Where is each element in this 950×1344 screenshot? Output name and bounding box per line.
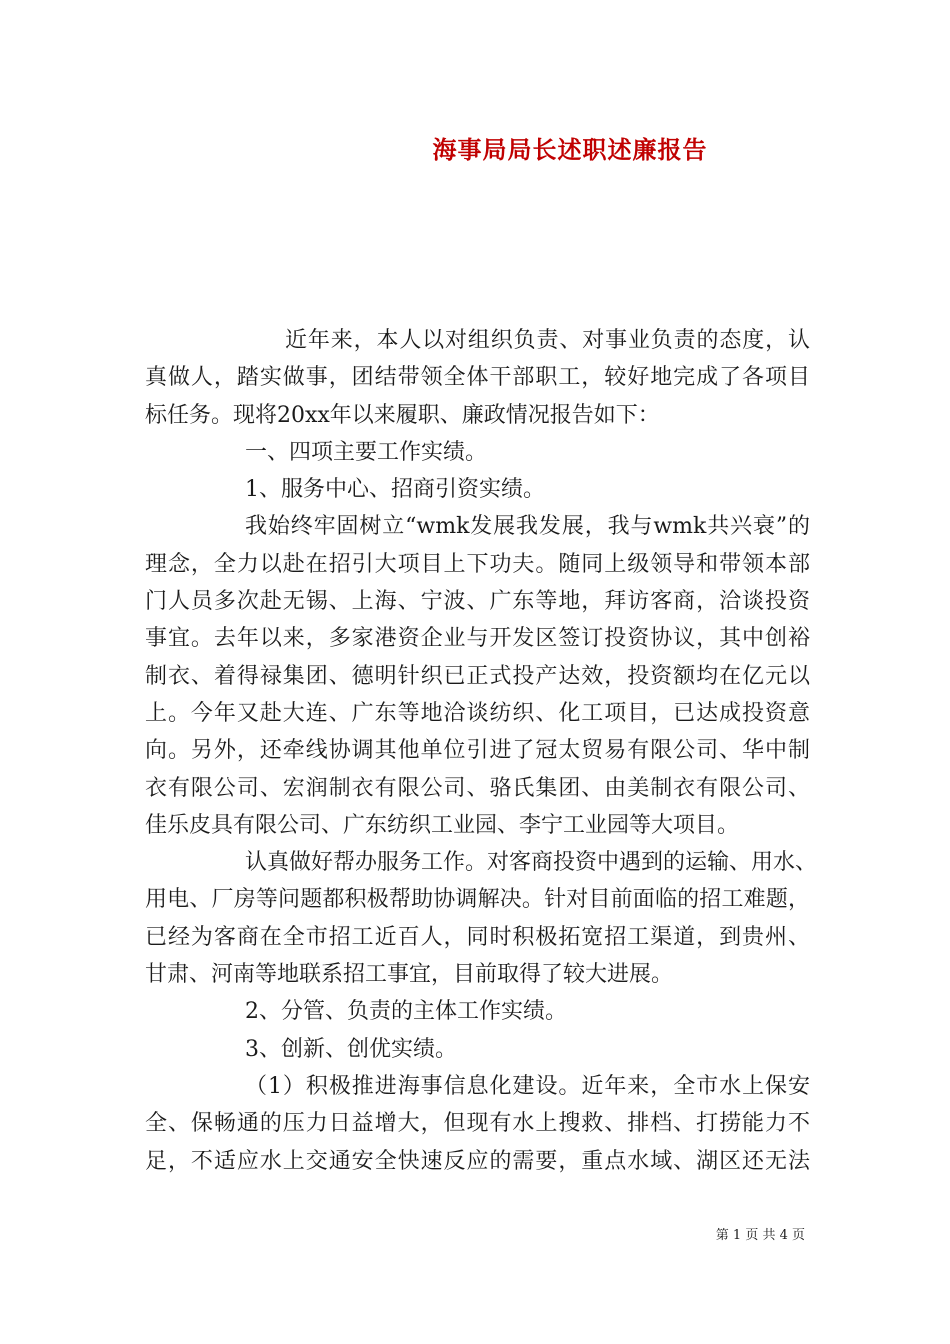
body-line: 我始终牢固树立“wmk发展我发展，我与wmk共兴衰”的 <box>245 514 810 540</box>
body-line: 向。另外，还牵线协调其他单位引进了冠太贸易有限公司、华中制 <box>145 738 810 764</box>
body-line: 用电、厂房等问题都积极帮助协调解决。针对目前面临的招工难题， <box>145 887 810 913</box>
body-line: 足，不适应水上交通安全快速反应的需要，重点水域、湖区还无法 <box>145 1148 810 1174</box>
body-line: 制衣、着得禄集团、德明针织已正式投产达效，投资额均在亿元以 <box>145 663 810 689</box>
body-line: 全、保畅通的压力日益增大，但现有水上搜救、排档、打捞能力不 <box>145 1111 810 1137</box>
body-line: 理念，全力以赴在招引大项目上下功夫。随同上级领导和带领本部 <box>145 551 810 577</box>
body-line: 甘肃、河南等地联系招工事宜，目前取得了较大进展。 <box>145 962 674 988</box>
subsection-heading: 2、分管、负责的主体工作实绩。 <box>245 999 567 1025</box>
subsection-heading: 3、创新、创优实绩。 <box>245 1036 457 1062</box>
body-line: 认真做好帮办服务工作。对客商投资中遇到的运输、用水、 <box>245 850 818 876</box>
body-line: 标任务。现将20xx年以来履职、廉政情况报告如下： <box>145 402 660 428</box>
body-line: 事宜。去年以来，多家港资企业与开发区签订投资协议，其中创裕 <box>145 626 810 652</box>
body-line: 真做人，踏实做事，团结带领全体干部职工，较好地完成了各项目 <box>145 365 810 391</box>
body-line: 门人员多次赴无锡、上海、宁波、广东等地，拜访客商，洽谈投资 <box>145 589 810 615</box>
subsection-heading: 1、服务中心、招商引资实绩。 <box>245 477 545 503</box>
document-title: 海事局局长述职述廉报告 <box>432 135 708 164</box>
section-heading: 一、四项主要工作实绩。 <box>245 439 488 465</box>
body-line: 上。今年又赴大连、广东等地洽谈纺织、化工项目，已达成投资意 <box>145 700 810 726</box>
body-line: 佳乐皮具有限公司、广东纺织工业园、李宁工业园等大项目。 <box>145 812 740 838</box>
body-line: 近年来，本人以对组织负责、对事业负责的态度，认 <box>285 328 810 353</box>
body-line: （1）积极推进海事信息化建设。近年来，全市水上保安 <box>245 1073 810 1099</box>
body-line: 已经为客商在全市招工近百人，同时积极拓宽招工渠道，到贵州、 <box>145 924 810 950</box>
body-line: 衣有限公司、宏润制衣有限公司、骆氏集团、由美制衣有限公司、 <box>145 775 810 801</box>
page-number: 第 1 页 共 4 页 <box>715 1228 805 1243</box>
document-body <box>145 322 818 1180</box>
